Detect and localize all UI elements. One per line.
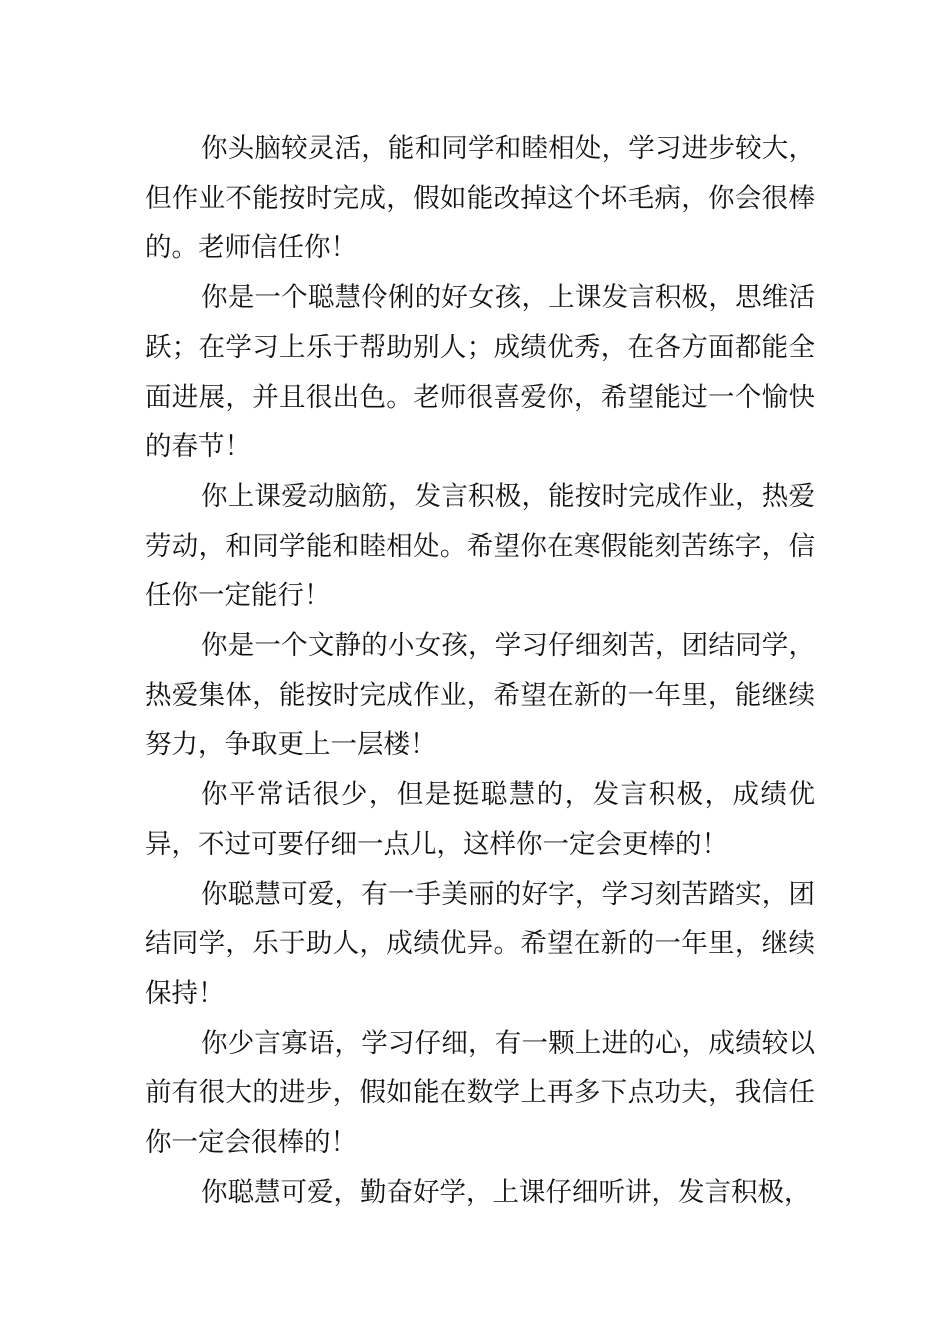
comment-paragraph: 你平常话很少，但是挺聪慧的，发言积极，成绩优异，不过可要仔细一点儿，这样你一定会更棒的！ — [145, 779, 815, 860]
comment-paragraph: 你头脑较灵活，能和同学和睦相处，学习进步较大，但作业不能按时完成，假如能改掉这个坏毛病，你会很棒的。老师信任你！ — [145, 133, 815, 264]
comment-paragraph: 你是一个聪慧伶俐的好女孩，上课发言积极，思维活跃；在学习上乐于帮助别人；成绩优秀，在各方面都能全面进展，并且很出色。老师很喜爱你，希望能过一个愉快的春节！ — [145, 282, 815, 463]
comment-paragraph: 你聪慧可爱，勤奋好学，上课仔细听讲，发言积极， — [201, 1176, 811, 1208]
comment-paragraph: 你是一个文静的小女孩，学习仔细刻苦，团结同学，热爱集体，能按时完成作业，希望在新的一年里，能继续努力，争取更上一层楼！ — [145, 630, 815, 761]
comment-paragraph: 你上课爱动脑筋，发言积极，能按时完成作业，热爱劳动，和同学能和睦相处。希望你在寒假能刻苦练字，信任你一定能行！ — [145, 480, 815, 612]
comment-paragraph: 你聪慧可爱，有一手美丽的好字，学习刻苦踏实，团结同学，乐于助人，成绩优异。希望在新的一年里，继续保持！ — [145, 878, 815, 1009]
comment-list — [145, 124, 815, 1217]
comment-paragraph: 你少言寡语，学习仔细，有一颗上进的心，成绩较以前有很大的进步，假如能在数学上再多下点功夫，我信任你一定会很棒的！ — [145, 1027, 815, 1159]
